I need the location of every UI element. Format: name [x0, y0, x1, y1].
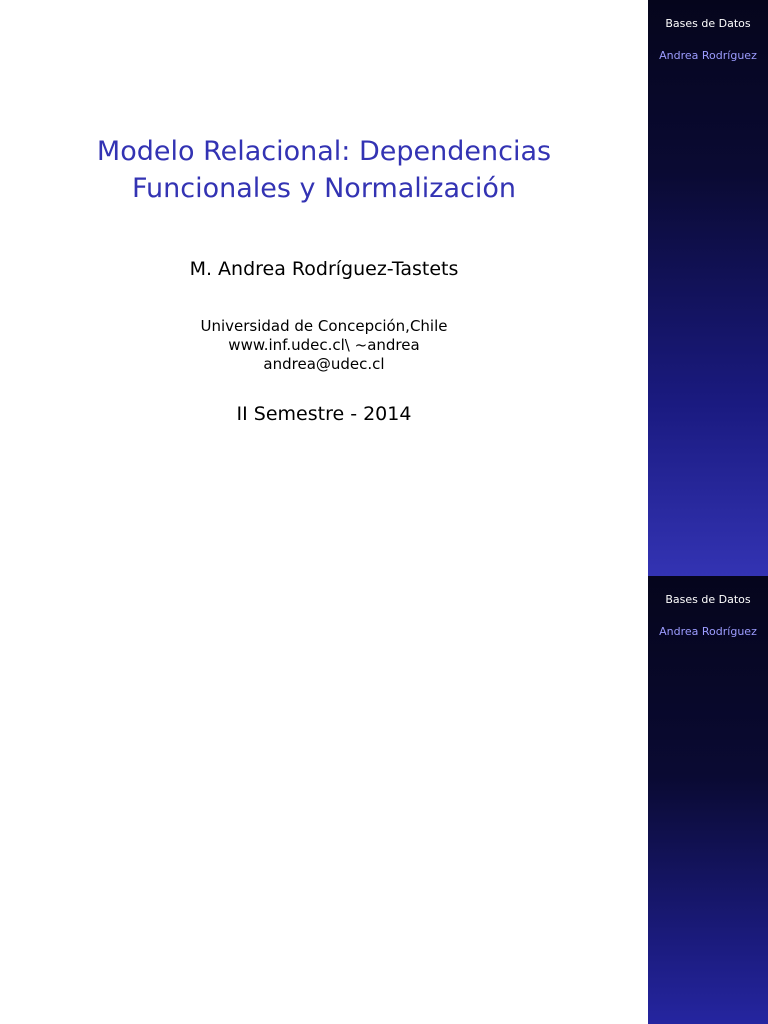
slide-main-area: [0, 576, 648, 1024]
slide-sidebar: [648, 0, 768, 576]
sidebar-course-title: Bases de Datos: [665, 593, 751, 606]
presentation-title: [0, 133, 648, 207]
second-slide: [0, 576, 768, 1024]
affiliation-block: [0, 317, 648, 374]
author-name: M. Andrea Rodríguez-Tastets: [189, 258, 459, 280]
slide-main-area: [0, 0, 648, 576]
author-website: www.inf.udec.cl\ ~andrea: [228, 336, 420, 354]
title-line-2: Funcionales y Normalización: [131, 173, 516, 204]
sidebar-course-title: Bases de Datos: [665, 17, 751, 30]
university-name: Universidad de Concepción,Chile: [200, 317, 448, 335]
author-email: andrea@udec.cl: [263, 355, 385, 373]
semester-date: II Semestre - 2014: [236, 403, 412, 425]
sidebar-author-name: Andrea Rodríguez: [659, 625, 757, 638]
slide-sidebar: [648, 576, 768, 1024]
sidebar-author-name: Andrea Rodríguez: [659, 49, 757, 62]
title-line-1: Modelo Relacional: Dependencias: [96, 136, 552, 167]
